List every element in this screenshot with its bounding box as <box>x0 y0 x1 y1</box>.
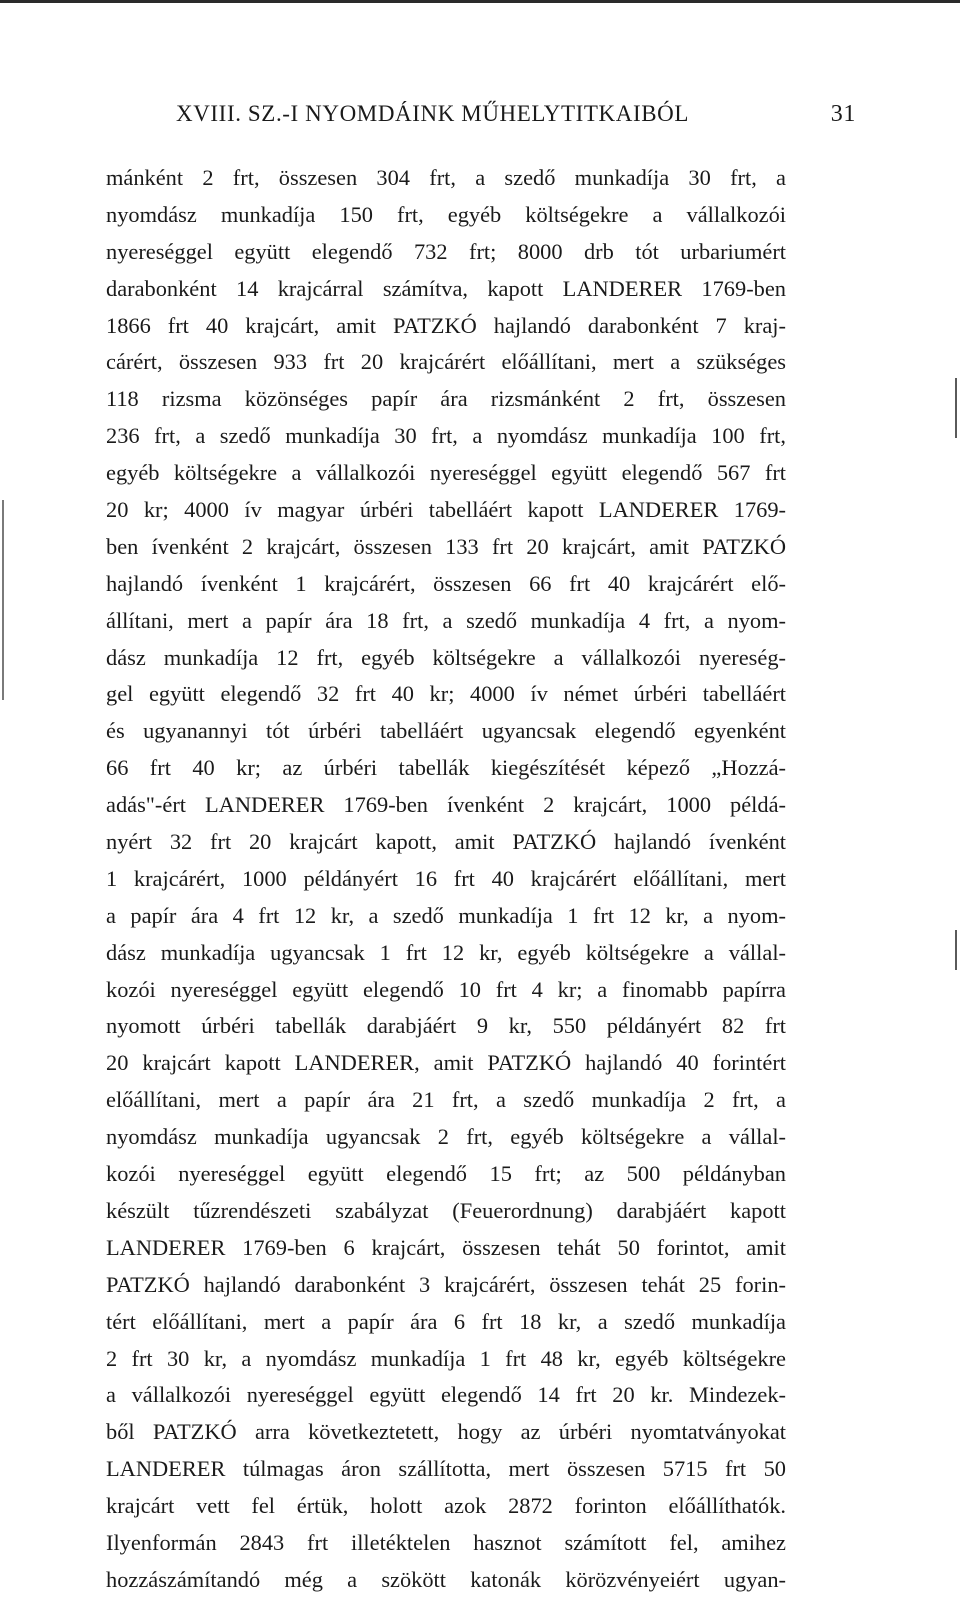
text-line: 118 rizsma közönséges papír ára rizsmánként 2 frt, összesen <box>106 386 786 412</box>
scan-edge-mark <box>955 930 957 970</box>
text-line: és ugyanannyi tót úrbéri tabelláért ugyancsak elegendő egyenként <box>106 718 786 744</box>
text-line: 1 krajcárért, 1000 példányért 16 frt 40 krajcárért előállítani, mert <box>106 865 786 891</box>
text-line: 20 kr; 4000 ív magyar úrbéri tabelláért kapott LANDERER 1769- <box>106 497 786 523</box>
text-line: adás"-ért LANDERER 1769-ben ívenként 2 krajcárt, 1000 példá- <box>106 792 786 818</box>
text-line: 1866 frt 40 krajcárt, amit PATZKÓ hajlandó darabonként 7 kraj- <box>106 312 786 338</box>
text-line: LANDERER túlmagas áron szállította, mert összesen 5715 frt 50 <box>106 1456 786 1482</box>
text-line: ből PATZKÓ arra következtetett, hogy az úrbéri nyomtatványokat <box>106 1419 786 1445</box>
text-line: krajcárt vett fel értük, holott azok 2872 forinton előállíthatók. <box>106 1493 786 1519</box>
text-line: mánként 2 frt, összesen 304 frt, a szedő munkadíja 30 frt, a <box>106 165 786 190</box>
chapter-title: XVIII. SZ.-I NYOMDÁINK MŰHELYTITKAIBÓL <box>176 101 689 126</box>
text-line: egyéb költségekre a vállalkozói nyereséggel együtt elegendő 567 frt <box>106 460 786 486</box>
text-line: nyért 32 frt 20 krajcárt kapott, amit PATZKÓ hajlandó ívenként <box>106 829 786 855</box>
scan-edge-mark <box>955 378 957 438</box>
text-line: PATZKÓ hajlandó darabonként 3 krajcárért, összesen tehát 25 forin- <box>106 1271 786 1297</box>
text-line: nyomdász munkadíja 150 frt, egyéb költségekre a vállalkozói <box>106 201 786 227</box>
text-line: gel együtt elegendő 32 frt 40 kr; 4000 ív német úrbéri tabelláért <box>106 681 786 707</box>
text-line: kozói nyereséggel együtt elegendő 15 frt; az 500 példányban <box>106 1161 786 1187</box>
text-line: állítani, mert a papír ára 18 frt, a szedő munkadíja 4 frt, a nyom- <box>106 607 786 633</box>
text-line: nyomott úrbéri tabellák darabjáért 9 kr, 550 példányért 82 frt <box>106 1013 786 1039</box>
text-line: darabonként 14 krajcárral számítva, kapott LANDERER 1769-ben <box>106 275 786 301</box>
text-line: a vállalkozói nyereséggel együtt elegendő 14 frt 20 kr. Mindezek- <box>106 1382 786 1408</box>
text-line: 2 frt 30 kr, a nyomdász munkadíja 1 frt 48 kr, egyéb költségekre <box>106 1345 786 1371</box>
text-line: 236 frt, a szedő munkadíja 30 frt, a nyomdász munkadíja 100 frt, <box>106 423 786 449</box>
page-top-edge <box>0 0 960 3</box>
text-line: dász munkadíja 12 frt, egyéb költségekre a vállalkozói nyereség- <box>106 644 786 670</box>
text-line: előállítani, mert a papír ára 21 frt, a szedő munkadíja 2 frt, a <box>106 1087 786 1113</box>
running-header <box>176 94 856 134</box>
page-number: 31 <box>830 101 856 127</box>
text-line: Ilyenformán 2843 frt illetéktelen hasznot számított fel, amihez <box>106 1529 786 1555</box>
text-line: készült tűzrendészeti szabályzat (Feuerordnung) darabjáért kapott <box>106 1197 786 1223</box>
text-line: nyereséggel együtt elegendő 732 frt; 8000 drb tót urbariumért <box>106 238 786 264</box>
text-line: 20 krajcárt kapott LANDERER, amit PATZKÓ hajlandó 40 forintért <box>106 1050 786 1076</box>
text-line: dász munkadíja ugyancsak 1 frt 12 kr, egyéb költségekre a vállal- <box>106 939 786 965</box>
scan-edge-mark <box>2 500 4 700</box>
text-line: nyomdász munkadíja ugyancsak 2 frt, egyéb költségekre a vállal- <box>106 1124 786 1150</box>
body-paragraph <box>106 160 786 1599</box>
text-line: LANDERER 1769-ben 6 krajcárt, összesen tehát 50 forintot, amit <box>106 1234 786 1260</box>
text-line: tért előállítani, mert a papír ára 6 frt 18 kr, a szedő munkadíja <box>106 1308 786 1334</box>
text-line: cárért, összesen 933 frt 20 krajcárért előállítani, mert a szükséges <box>106 349 786 375</box>
text-line: kozói nyereséggel együtt elegendő 10 frt 4 kr; a finomabb papírra <box>106 976 786 1002</box>
text-line: 66 frt 40 kr; az úrbéri tabellák kiegészítését képező „Hozzá- <box>106 755 786 781</box>
text-line: hozzászámítandó még a szökött katonák körözvényeiért ugyan- <box>106 1566 786 1592</box>
text-line: hajlandó ívenként 1 krajcárért, összesen 66 frt 40 krajcárért elő- <box>106 570 786 596</box>
text-line: ben ívenként 2 krajcárt, összesen 133 frt 20 krajcárt, amit PATZKÓ <box>106 533 786 559</box>
text-line: a papír ára 4 frt 12 kr, a szedő munkadíja 1 frt 12 kr, a nyom- <box>106 902 786 928</box>
